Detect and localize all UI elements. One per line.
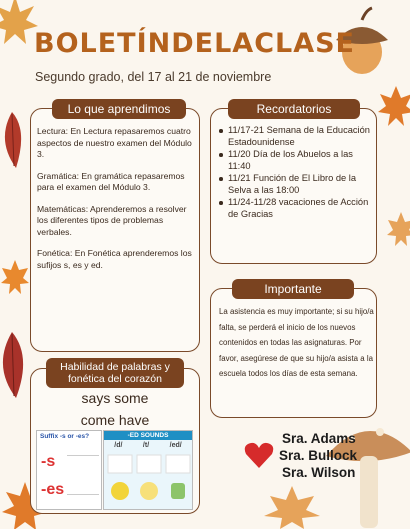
reminder-item: 11/20 Día de los Abuelos a las 11:40 bbox=[219, 149, 374, 172]
reminder-item: 11/17-21 Semana de la Educación Estadounidense bbox=[219, 125, 374, 148]
reminders-heading: Recordatorios bbox=[228, 99, 360, 119]
important-box bbox=[210, 288, 377, 418]
suffix-s-label: -s bbox=[41, 453, 56, 470]
suffix-es-label: -es bbox=[41, 481, 65, 498]
important-text: La asistencia es muy importante; si su hijo/a falta, se perderá el inicio de los nuevos contenidos en todas las asignaturas. Por favor, asegúrese de que su hijo/a asista a la escuela todos los días de esta semana. bbox=[219, 307, 374, 378]
ed-sound-ed: /ed/ bbox=[169, 442, 182, 449]
autumn-leaf-right-icon bbox=[376, 84, 410, 134]
reminders-list bbox=[219, 125, 374, 221]
newsletter-subtitle: Segundo grado, del 17 al 21 de noviembre bbox=[35, 70, 272, 84]
teacher-name: Sra. Adams bbox=[282, 431, 356, 446]
suffix-card-title: Suffix -s or -es? bbox=[40, 433, 90, 440]
ed-sounds-title: -ED SOUNDS bbox=[104, 431, 192, 440]
ed-sound-t: /t/ bbox=[142, 442, 150, 449]
learned-reading: Lectura: En Lectura repasaremos cuatro aspectos de nuestro examen del Módulo 3. bbox=[37, 126, 192, 159]
suffix-card bbox=[36, 430, 102, 510]
teacher-name: Sra. Bullock bbox=[279, 448, 358, 463]
learned-grammar: Gramática: En gramática repasaremos para el examen del Módulo 3. bbox=[37, 170, 185, 192]
skills-heading bbox=[46, 358, 184, 388]
heart-words-line1: says some bbox=[81, 390, 149, 406]
learned-content bbox=[37, 126, 197, 281]
newsletter-title: BOLETÍNDELACLASE bbox=[34, 28, 356, 59]
red-leaf-left-icon bbox=[0, 110, 30, 170]
ed-sounds-card bbox=[103, 430, 193, 510]
autumn-leaf-right-mid-icon bbox=[386, 210, 410, 250]
reminders-box bbox=[210, 108, 377, 264]
learned-math: Matemáticas: Aprenderemos a resolver los diferentes tipos de problemas verbales. bbox=[37, 203, 187, 237]
red-leaf-left-lower-icon bbox=[0, 330, 32, 400]
heart-icon bbox=[244, 441, 274, 469]
ed-sounds-pictures-icon bbox=[104, 453, 194, 509]
learned-phonics: Fonética: En Fonética aprenderemos los sufijos s, es y ed. bbox=[37, 248, 192, 270]
teacher-name: Sra. Wilson bbox=[282, 465, 356, 480]
reminder-item: 11/24-11/28 vacaciones de Acción de Gracias bbox=[219, 197, 374, 220]
learned-heading: Lo que aprendimos bbox=[52, 99, 186, 119]
important-heading: Importante bbox=[232, 279, 354, 299]
orange-leaf-left-icon bbox=[0, 258, 30, 298]
skills-heading-line1: Habilidad de palabras y bbox=[60, 361, 170, 373]
skills-heading-line2: fonética del corazón bbox=[68, 373, 162, 385]
ed-sounds-row bbox=[104, 442, 192, 449]
leaf-bottom-right-icon bbox=[262, 484, 322, 529]
suffix-card-lines bbox=[67, 455, 99, 495]
reminder-item: 11/21 Función de El Libro de la Selva a las 18:00 bbox=[219, 173, 374, 196]
heart-words-line2: come have bbox=[80, 412, 150, 428]
ed-sound-d: /d/ bbox=[114, 442, 123, 449]
